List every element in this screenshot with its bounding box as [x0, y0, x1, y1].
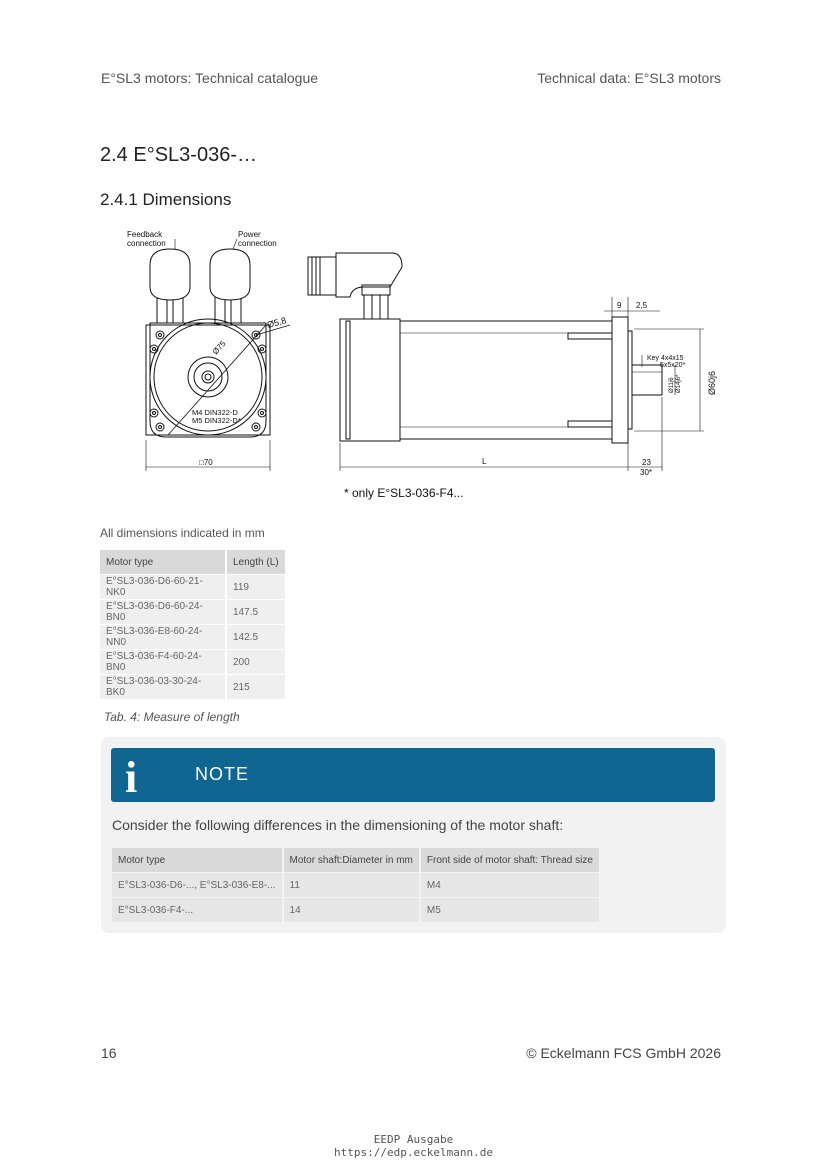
- column-header: Motor shaft:Diameter in mm: [284, 848, 421, 872]
- flange-dim-label: Ø60j6: [707, 370, 717, 395]
- thread-label-2: M5 DIN322-D*: [192, 416, 241, 425]
- table-row: [100, 600, 285, 624]
- shaft-label-1: Ø11j6: [669, 377, 675, 393]
- note-banner: [111, 748, 715, 802]
- length-table: [100, 549, 285, 700]
- table-cell: E°SL3-036-03-30-24-BK0: [100, 675, 227, 699]
- key-label-2: 5x5x20*: [660, 362, 686, 369]
- dim-9-label: 9: [617, 301, 622, 310]
- feedback-connector: [150, 249, 190, 323]
- key-label-1: Key 4x4x15: [647, 355, 684, 362]
- column-header: Motor type: [112, 848, 284, 872]
- table-cell: 14: [284, 898, 421, 922]
- column-header: Front side of motor shaft: Thread size: [421, 848, 599, 872]
- note-label: NOTE: [195, 764, 250, 784]
- thread-label-1: M4 DIN322-D: [192, 408, 238, 417]
- power-label-2: connection: [238, 239, 277, 248]
- table-cell: 200: [227, 650, 285, 674]
- column-header: Motor type: [100, 550, 227, 574]
- table-cell: 119: [227, 575, 285, 599]
- table-row: [100, 675, 285, 699]
- table-cell: E°SL3-036-F4-60-24-BN0: [100, 650, 227, 674]
- dim-23-label: 23: [642, 458, 651, 467]
- side-connector: [308, 253, 402, 321]
- table-row: [100, 575, 285, 599]
- table-cell: 147.5: [227, 600, 285, 624]
- section-title: 2.4 E°SL3-036-…: [100, 144, 257, 166]
- table-row: [112, 898, 599, 922]
- feedback-label-1: Feedback: [127, 230, 163, 239]
- info-icon: i: [125, 753, 138, 802]
- length-label: L: [482, 457, 487, 466]
- power-connector: [210, 249, 250, 323]
- note-box: [101, 737, 726, 933]
- table-cell: 215: [227, 675, 285, 699]
- table-cell: E°SL3-036-D6-60-24-BN0: [100, 600, 227, 624]
- dim-2-5-label: 2,5: [636, 301, 648, 310]
- table-cell: E°SL3-036-F4-...: [112, 898, 284, 922]
- table-row: [100, 650, 285, 674]
- table-row: [100, 625, 285, 649]
- drawing-footnote: * only E°SL3-036-F4...: [344, 486, 464, 500]
- page-number: 16: [101, 1045, 117, 1061]
- header-left: E°SL3 motors: Technical catalogue: [101, 70, 319, 86]
- header-right: Technical data: E°SL3 motors: [537, 70, 721, 86]
- dim-30-label: 30*: [640, 468, 653, 477]
- shaft-label-2: Ø14j6*: [676, 374, 682, 393]
- stamp-line-2: https://edp.eckelmann.de: [334, 1146, 493, 1159]
- table-cell: M5: [421, 898, 599, 922]
- table-cell: E°SL3-036-D6-..., E°SL3-036-E8-...: [112, 873, 284, 897]
- table-cell: E°SL3-036-E8-60-24-NN0: [100, 625, 227, 649]
- stamp-line-1: EEDP Ausgabe: [373, 1133, 454, 1146]
- table-header-row: [100, 550, 285, 574]
- dimension-drawing: [120, 225, 720, 510]
- feedback-label-2: connection: [127, 239, 166, 248]
- table-row: [112, 873, 599, 897]
- square-dim-label: □70: [199, 458, 213, 467]
- shaft-table: [112, 847, 599, 923]
- section-subtitle: 2.4.1 Dimensions: [100, 190, 232, 209]
- dimensions-note: All dimensions indicated in mm: [100, 526, 265, 540]
- table-caption: Tab. 4: Measure of length: [104, 710, 240, 724]
- circle-dim-label: Ø75: [210, 339, 228, 357]
- copyright: © Eckelmann FCS GmbH 2026: [526, 1045, 721, 1061]
- table-cell: 11: [284, 873, 421, 897]
- hole-dim-label: Ø5,8: [265, 315, 288, 330]
- table-cell: E°SL3-036-D6-60-21-NK0: [100, 575, 227, 599]
- note-text: Consider the following differences in the dimensioning of the motor shaft:: [112, 817, 564, 833]
- power-label-1: Power: [238, 230, 261, 239]
- table-cell: M4: [421, 873, 599, 897]
- column-header: Length (L): [227, 550, 285, 574]
- table-cell: 142.5: [227, 625, 285, 649]
- table-header-row: [112, 848, 599, 872]
